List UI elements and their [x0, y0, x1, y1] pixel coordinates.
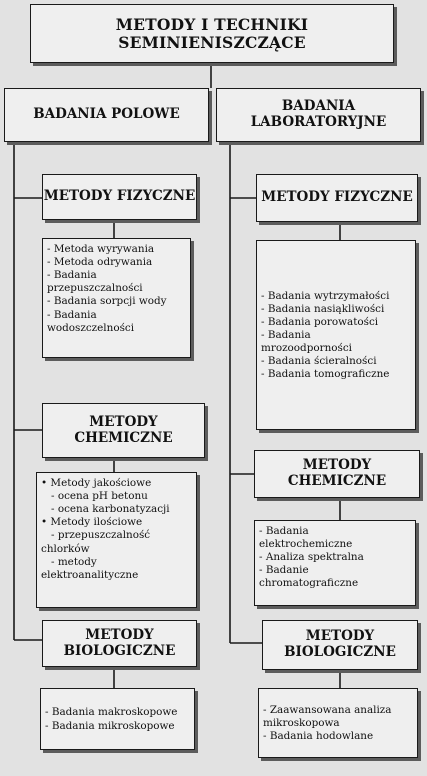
- field-chemical-list: [36, 472, 197, 608]
- list-item: - Badania sorpcji wody: [47, 295, 167, 308]
- root-title-box: [30, 4, 394, 63]
- lab-chemical-title-line-2: CHEMICZNE: [287, 473, 387, 489]
- lab-biological-list: [258, 688, 418, 758]
- list-item: - Badania ścieralności: [261, 355, 377, 368]
- branch-field-box: [4, 88, 209, 142]
- list-item: - Badania hodowlane: [263, 730, 374, 743]
- branch-field-title: BADANIA POLOWE: [33, 106, 180, 123]
- list-item: mrozoodporności: [261, 342, 353, 355]
- lab-physical-list: [256, 240, 416, 430]
- field-physical-list: [42, 238, 191, 358]
- field-biological-title-line-2: BIOLOGICZNE: [63, 642, 176, 659]
- field-physical-title: METODY FIZYCZNE: [43, 188, 196, 205]
- lab-chemical-title-box: [254, 450, 420, 498]
- list-item: - Badania porowatości: [261, 315, 379, 328]
- list-item: elektrochemiczne: [259, 538, 353, 551]
- lab-physical-title-box: [256, 174, 418, 222]
- branch-lab-title-line-1: BADANIA: [281, 98, 356, 115]
- lab-biological-title-box: [262, 620, 418, 670]
- list-item: - metody: [51, 555, 97, 568]
- root-title-line-2: SEMINIENISZCZĄCE: [118, 32, 306, 52]
- field-chemical-title-line-2: CHEMICZNE: [74, 429, 173, 446]
- branch-lab-box: [216, 88, 421, 142]
- lab-biological-title-line-1: METODY: [305, 628, 375, 645]
- list-item: • Metody ilościowe: [41, 516, 143, 529]
- field-biological-list: [40, 688, 195, 750]
- list-item: mikroskopowa: [263, 716, 340, 729]
- field-biological-title-line-1: METODY: [85, 626, 154, 643]
- list-item: • Metody jakościowe: [41, 477, 152, 489]
- list-item: - Metoda wyrywania: [47, 243, 155, 255]
- field-biological-title-box: [42, 620, 197, 667]
- lab-chemical-title-line-1: METODY: [302, 457, 372, 474]
- list-item: - Metoda odrywania: [47, 256, 153, 269]
- lab-chemical-list: [254, 520, 416, 606]
- list-item: - Badania: [261, 328, 311, 341]
- list-item: - Badania mikroskopowe: [45, 719, 175, 732]
- root-title-line-1: METODY I TECHNIKI: [115, 14, 309, 34]
- lab-physical-title: METODY FIZYCZNE: [261, 189, 413, 206]
- branch-lab-title-line-2: LABORATORYJNE: [250, 114, 387, 130]
- field-physical-title-box: [42, 174, 197, 220]
- list-item: - Badania tomograficzne: [261, 368, 390, 381]
- list-item: - Badania: [259, 525, 309, 537]
- field-chemical-title-box: [42, 403, 205, 458]
- list-item: elektroanalityczne: [41, 568, 139, 581]
- list-item: - Badania makroskopowe: [45, 706, 178, 719]
- list-item: wodoszczelności: [47, 321, 135, 334]
- list-item: - Badanie: [259, 564, 309, 577]
- list-item: chromatograficzne: [259, 577, 359, 590]
- list-item: - ocena karbonatyzacji: [51, 503, 170, 516]
- list-item: przepuszczalności: [47, 282, 143, 295]
- field-chemical-title-line-1: METODY: [89, 413, 158, 430]
- list-item: - przepuszczalność: [51, 529, 151, 542]
- list-item: - ocena pH betonu: [51, 490, 148, 503]
- list-item: - Zaawansowana analiza: [263, 703, 392, 716]
- list-item: - Badania: [47, 269, 97, 282]
- list-item: - Badania wytrzymałości: [261, 289, 390, 302]
- lab-biological-title-line-2: BIOLOGICZNE: [284, 644, 396, 660]
- list-item: - Analiza spektralna: [259, 551, 364, 564]
- list-item: - Badania nasiąkliwości: [261, 302, 385, 315]
- list-item: - Badania: [47, 308, 97, 321]
- list-item: chlorków: [41, 542, 90, 555]
